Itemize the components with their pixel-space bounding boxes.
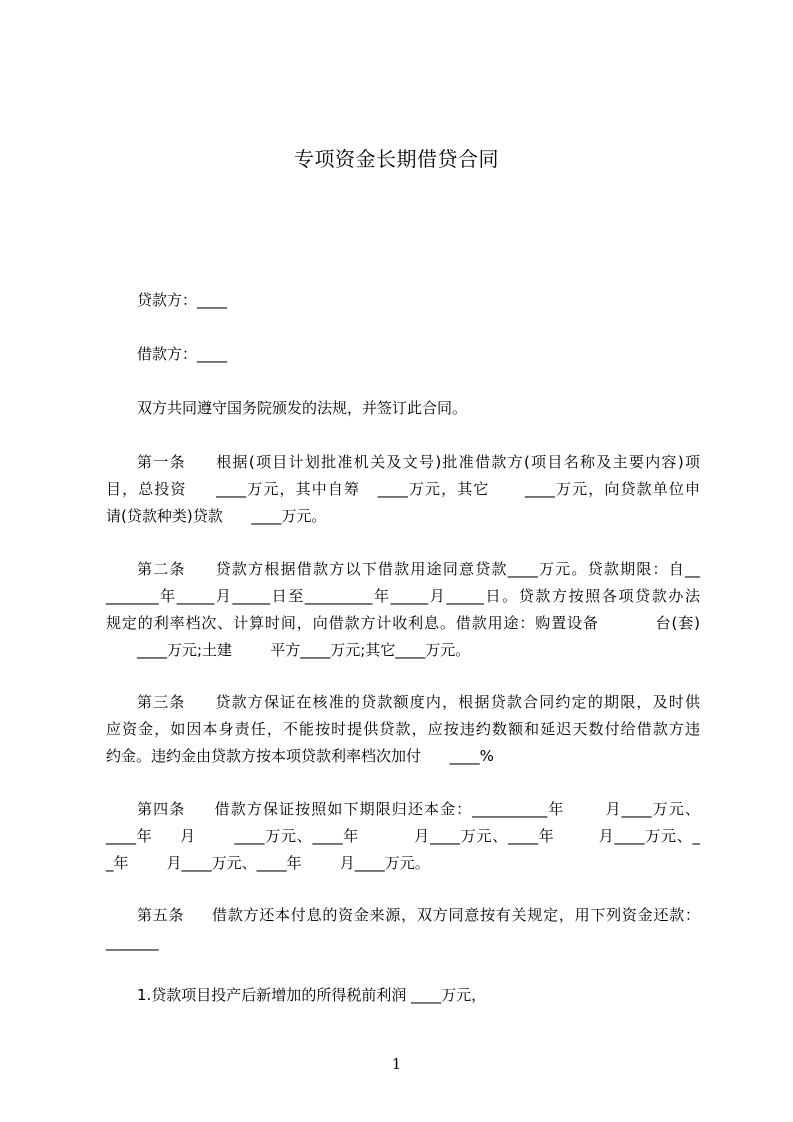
article1-line3: 请(贷款种类)贷款 ____万元。 [106, 507, 327, 525]
article2-line2: _______年_____月_____日至_________年_____月_____日。贷款方按照各项贷款办法 [106, 587, 700, 605]
article5-line1: 第五条 借款方还本付息的资金来源，双方同意按有关规定，用下列资金还款： [137, 906, 700, 924]
item1-line: 1.贷款项目投产后新增加的所得税前利润 ____万元， [137, 986, 487, 1004]
preamble: 双方共同遵守国务院颁发的法规，并签订此合同。 [137, 399, 468, 417]
document-title: 专项资金长期借贷合同 [294, 147, 499, 171]
article2-line4: ____万元;土建 平方____万元;其它____万元。 [137, 641, 471, 659]
article2-line1: 第二条 贷款方根据借款方以下借款用途同意贷款____万元。贷款期限：自__ [137, 560, 700, 578]
page-number: 1 [391, 1055, 402, 1073]
article3-line2: 应资金，如因本身责任，不能按时提供贷款，应按违约数额和延迟天数付给借款方违 [106, 720, 700, 738]
article4-line1: 第四条 借款方保证按照如下期限归还本金：__________年 月____万元、 [137, 800, 700, 818]
article1-line1: 第一条 根据(项目计划批准机关及文号)批准借款方(项目名称及主要内容)项 [137, 453, 700, 471]
article1-line2: 目，总投资 ____万元，其中自筹 ____万元，其它 ____万元，向贷款单位申 [106, 480, 700, 498]
lender-line: 贷款方：____ [137, 291, 228, 309]
borrower-line: 借款方：____ [137, 345, 228, 363]
article5-line2: _______ [106, 933, 159, 951]
article3-line1: 第三条 贷款方保证在核准的贷款额度内，根据贷款合同约定的期限，及时供 [137, 693, 700, 711]
article2-line3: 规定的利率档次、计算时间，向借款方计收利息。借款用途：购置设备 台(套) [106, 614, 700, 632]
article4-line3: _年 月____万元、____年 月____万元。 [106, 854, 430, 872]
article4-line2: ____年 月 ____万元、____年 月____万元、____年 月____万元、_ [106, 827, 700, 845]
article3-line3: 约金。违约金由贷款方按本项贷款利率档次加付 ____% [106, 747, 494, 765]
